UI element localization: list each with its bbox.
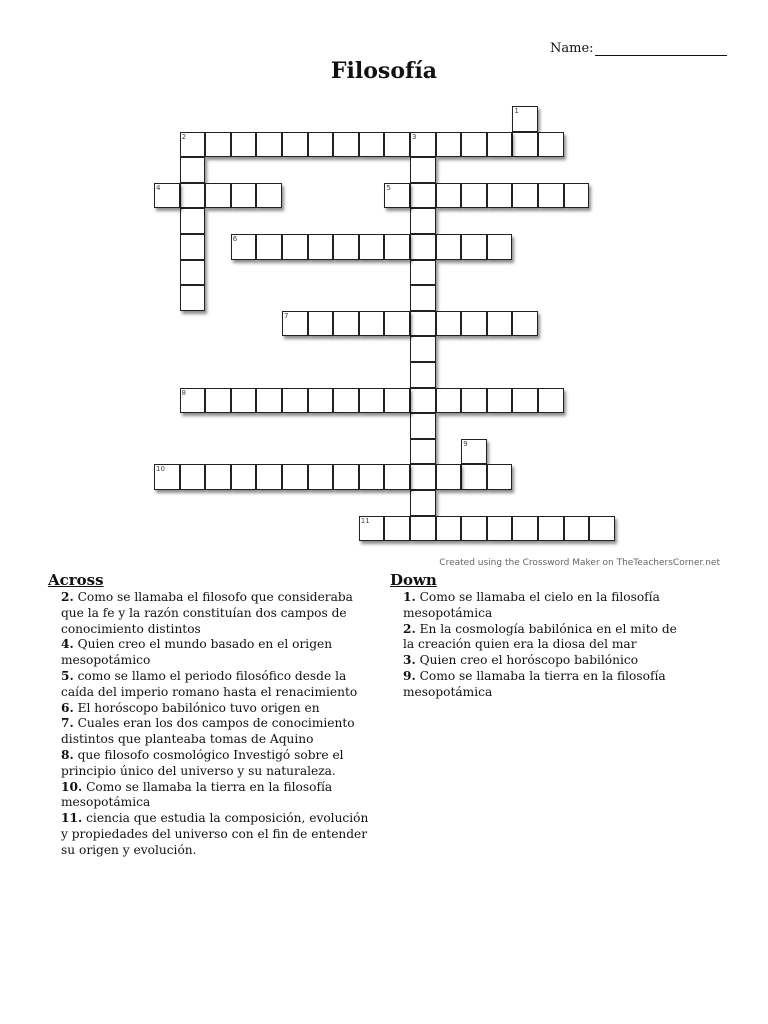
crossword-cell[interactable] — [512, 311, 538, 337]
clue-number: 10. — [61, 779, 83, 794]
crossword-cell[interactable] — [410, 260, 436, 286]
down-clue-1 — [403, 590, 690, 622]
crossword-cell[interactable] — [384, 464, 410, 490]
cell-clue-number: 8 — [181, 388, 187, 397]
clue-number: 7. — [61, 716, 74, 731]
cell-clue-number: 4 — [156, 183, 161, 192]
across-clue-list — [48, 590, 373, 859]
crossword-cell[interactable] — [410, 183, 436, 209]
clue-text: Como se llamaba la tierra en la filosofía mesopotámica — [61, 779, 333, 810]
crossword-cell[interactable] — [410, 413, 436, 439]
crossword-cell[interactable] — [564, 183, 590, 209]
across-clue-2 — [61, 590, 373, 637]
crossword-cell[interactable] — [410, 157, 436, 183]
crossword-cell[interactable] — [180, 285, 206, 311]
crossword-cell[interactable] — [436, 388, 462, 414]
crossword-cell[interactable] — [180, 464, 206, 490]
crossword-cell[interactable] — [538, 388, 564, 414]
crossword-cell[interactable] — [436, 234, 462, 260]
down-clue-list — [390, 590, 690, 701]
crossword-cell[interactable] — [333, 464, 359, 490]
crossword-cell[interactable] — [359, 516, 385, 542]
across-clues — [48, 570, 373, 859]
clue-text: Quien creo el mundo basado en el origen mesopotámico — [61, 637, 333, 668]
crossword-cell[interactable] — [461, 132, 487, 158]
crossword-cell[interactable] — [256, 388, 282, 414]
credit-text: Created using the Crossword Maker on TheTeachersCorner.net — [439, 558, 720, 568]
across-clue-10 — [61, 780, 373, 812]
crossword-cell[interactable] — [436, 516, 462, 542]
crossword-cell[interactable] — [154, 183, 180, 209]
clue-number: 1. — [403, 590, 416, 604]
clue-number: 2. — [403, 621, 416, 636]
crossword-cell[interactable] — [436, 464, 462, 490]
crossword-cell[interactable] — [487, 388, 513, 414]
crossword-cell[interactable] — [461, 439, 487, 465]
crossword-cell[interactable] — [487, 464, 513, 490]
clue-number: 3. — [403, 653, 416, 668]
down-clues — [390, 570, 690, 701]
clue-number: 4. — [61, 637, 74, 652]
crossword-cell[interactable] — [384, 183, 410, 209]
cell-clue-number: 11 — [360, 516, 370, 525]
crossword-cell[interactable] — [410, 311, 436, 337]
down-clue-2 — [403, 622, 690, 654]
crossword-cell[interactable] — [461, 388, 487, 414]
crossword-cell[interactable] — [359, 464, 385, 490]
crossword-cell[interactable] — [256, 132, 282, 158]
clue-text: Como se llamaba la tierra en la filosofía mesopotámica — [403, 668, 666, 699]
clue-number: 8. — [61, 747, 74, 762]
crossword-cell[interactable] — [333, 311, 359, 337]
crossword-cell[interactable] — [512, 106, 538, 132]
crossword-cell[interactable] — [359, 234, 385, 260]
clue-number: 2. — [61, 590, 74, 604]
crossword-cell[interactable] — [180, 208, 206, 234]
across-clue-5 — [61, 669, 373, 701]
cell-clue-number: 9 — [463, 439, 468, 448]
crossword-cell[interactable] — [589, 516, 615, 542]
crossword-cell[interactable] — [308, 311, 334, 337]
clue-text: Como se llamaba el filosofo que consideraba que la fe y la razón constituían dos campos de conocimiento distintos — [61, 590, 353, 636]
crossword-cell[interactable] — [282, 234, 308, 260]
crossword-cell[interactable] — [384, 311, 410, 337]
crossword-cell[interactable] — [308, 388, 334, 414]
crossword-cell[interactable] — [538, 183, 564, 209]
crossword-cell[interactable] — [205, 183, 231, 209]
crossword-cell[interactable] — [436, 132, 462, 158]
crossword-cell[interactable] — [461, 234, 487, 260]
crossword-cell[interactable] — [180, 388, 206, 414]
down-clue-9 — [403, 669, 690, 701]
crossword-cell[interactable] — [282, 464, 308, 490]
clue-text: Cuales eran los dos campos de conocimiento distintos que planteaba tomas de Aquino — [61, 716, 355, 747]
crossword-cell[interactable] — [231, 388, 257, 414]
crossword-cell[interactable] — [461, 311, 487, 337]
crossword-cell[interactable] — [436, 183, 462, 209]
crossword-cell[interactable] — [410, 132, 436, 158]
clue-text: ciencia que estudia la composición, evolución y propiedades del universo con el fin de entender su origen y evolución. — [61, 811, 369, 857]
crossword-cell[interactable] — [410, 234, 436, 260]
crossword-cell[interactable] — [231, 464, 257, 490]
across-clue-6 — [61, 701, 373, 717]
crossword-cell[interactable] — [256, 234, 282, 260]
crossword-cell[interactable] — [410, 464, 436, 490]
crossword-cell[interactable] — [410, 362, 436, 388]
crossword-cell[interactable] — [461, 183, 487, 209]
crossword-cell[interactable] — [256, 183, 282, 209]
crossword-cell[interactable] — [308, 464, 334, 490]
crossword-cell[interactable] — [410, 208, 436, 234]
clue-text: En la cosmología babilónica en el mito de la creación quien era la diosa del mar — [403, 621, 677, 652]
crossword-cell[interactable] — [205, 132, 231, 158]
clue-number: 11. — [61, 811, 83, 826]
crossword-cell[interactable] — [231, 183, 257, 209]
crossword-cell[interactable] — [333, 132, 359, 158]
crossword-cell[interactable] — [180, 132, 206, 158]
crossword-cell[interactable] — [538, 132, 564, 158]
crossword-cell[interactable] — [333, 234, 359, 260]
crossword-cell[interactable] — [359, 388, 385, 414]
crossword-cell[interactable] — [410, 388, 436, 414]
name-label: Name: — [550, 41, 594, 56]
crossword-cell[interactable] — [512, 516, 538, 542]
crossword-cell[interactable] — [205, 464, 231, 490]
crossword-cell[interactable] — [384, 388, 410, 414]
crossword-cell[interactable] — [512, 183, 538, 209]
crossword-cell[interactable] — [384, 234, 410, 260]
crossword-cell[interactable] — [487, 516, 513, 542]
crossword-cell[interactable] — [231, 132, 257, 158]
cell-clue-number: 1 — [514, 107, 519, 115]
crossword-cell[interactable] — [538, 516, 564, 542]
across-heading: Across — [48, 571, 104, 589]
crossword-cell[interactable] — [282, 388, 308, 414]
clue-text: El horóscopo babilónico tuvo origen en — [73, 700, 320, 715]
crossword-cell[interactable] — [410, 439, 436, 465]
crossword-cell[interactable] — [154, 464, 180, 490]
crossword-cell[interactable] — [487, 234, 513, 260]
page-title: Filosofía — [330, 58, 438, 84]
crossword-cell[interactable] — [180, 157, 206, 183]
clue-text: que filosofo cosmológico Investigó sobre el principio único del universo y su naturaleza. — [61, 747, 344, 778]
cell-clue-number: 7 — [284, 311, 289, 320]
crossword-cell[interactable] — [512, 132, 538, 158]
crossword-cell[interactable] — [256, 464, 282, 490]
crossword-cell[interactable] — [180, 183, 206, 209]
cell-clue-number: 2 — [181, 132, 187, 141]
clue-text: Como se llamaba el cielo en la filosofía mesopotámica — [403, 590, 660, 620]
crossword-cell[interactable] — [461, 516, 487, 542]
clue-text: como se llamo el periodo filosófico desde la caída del imperio romano hasta el renacimiento — [61, 668, 358, 699]
crossword-cell[interactable] — [410, 490, 436, 516]
crossword-cell[interactable] — [282, 311, 308, 337]
clue-number: 9. — [403, 668, 416, 683]
crossword-cell[interactable] — [231, 234, 257, 260]
crossword-cell[interactable] — [410, 285, 436, 311]
down-heading: Down — [390, 571, 437, 589]
crossword-cell[interactable] — [512, 388, 538, 414]
crossword-cell[interactable] — [308, 234, 334, 260]
crossword-cell[interactable] — [333, 388, 359, 414]
across-clue-4 — [61, 637, 373, 669]
across-clue-8 — [61, 748, 373, 780]
across-clue-11 — [61, 811, 373, 858]
crossword-cell[interactable] — [487, 183, 513, 209]
crossword-cell[interactable] — [205, 388, 231, 414]
clue-number: 5. — [61, 668, 74, 683]
crossword-cell[interactable] — [359, 311, 385, 337]
crossword-cell[interactable] — [410, 336, 436, 362]
down-clue-3 — [403, 653, 690, 669]
crossword-cell[interactable] — [180, 234, 206, 260]
crossword-cell[interactable] — [308, 132, 334, 158]
clue-number: 6. — [61, 700, 74, 715]
crossword-cell[interactable] — [564, 516, 590, 542]
crossword-cell[interactable] — [359, 132, 385, 158]
crossword-cell[interactable] — [410, 516, 436, 542]
crossword-cell[interactable] — [461, 464, 487, 490]
crossword-cell[interactable] — [436, 311, 462, 337]
cell-clue-number: 5 — [386, 183, 391, 192]
crossword-cell[interactable] — [487, 311, 513, 337]
clue-text: Quien creo el horóscopo babilónico — [415, 653, 639, 668]
crossword-cell[interactable] — [487, 132, 513, 158]
cell-clue-number: 6 — [232, 235, 238, 243]
cell-clue-number: 10 — [156, 465, 165, 474]
cell-clue-number: 3 — [412, 132, 417, 141]
crossword-cell[interactable] — [180, 260, 206, 286]
crossword-cell[interactable] — [282, 132, 308, 158]
across-clue-7 — [61, 716, 373, 748]
crossword-cell[interactable] — [384, 516, 410, 542]
crossword-cell[interactable] — [384, 132, 410, 158]
